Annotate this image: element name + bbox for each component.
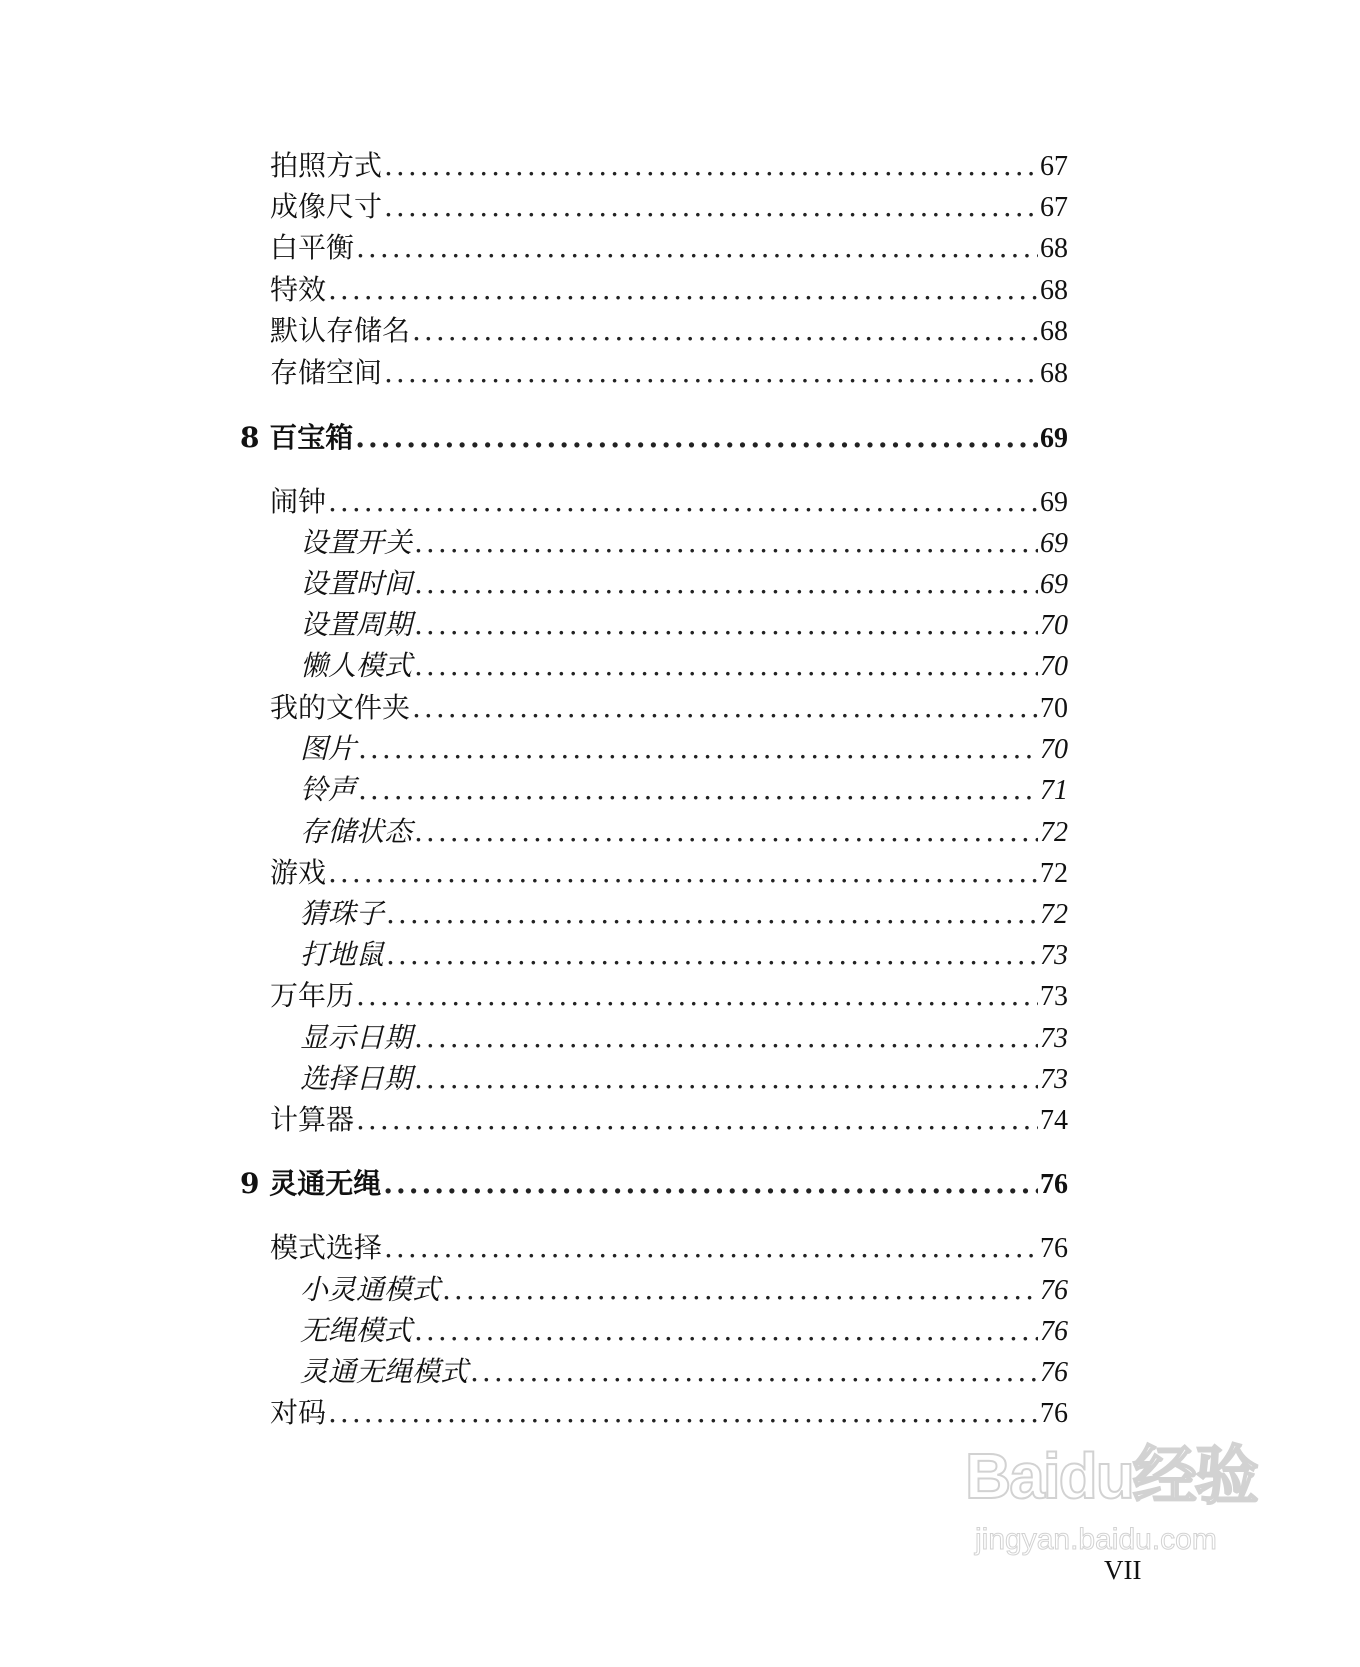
toc-entry[interactable] xyxy=(270,148,1068,188)
toc-subentry-page: 73 xyxy=(1040,1023,1068,1054)
toc-entry-page: 68 xyxy=(1040,358,1068,389)
dot-leader xyxy=(328,1395,1038,1431)
toc-entry-title: 特效 xyxy=(270,273,327,306)
toc-entry-title: 默认存储名 xyxy=(270,314,411,347)
toc-chapter-title: 9 灵通无绳 xyxy=(240,1167,382,1200)
toc-entry-title: 成像尺寸 xyxy=(270,190,383,223)
dot-leader xyxy=(414,1020,1038,1056)
toc-subentry[interactable] xyxy=(300,731,1068,771)
toc-subentry-title: 小灵通模式 xyxy=(300,1273,441,1306)
toc-entry[interactable] xyxy=(270,1230,1068,1270)
toc-subentry-page: 70 xyxy=(1040,610,1068,641)
toc-subentry-page: 70 xyxy=(1040,734,1068,765)
toc-entry[interactable] xyxy=(270,978,1068,1018)
page-number: VII xyxy=(1104,1555,1142,1585)
toc-subentry-title: 选择日期 xyxy=(300,1062,413,1095)
toc-subentry-title: 灵通无绳模式 xyxy=(300,1355,469,1388)
dot-leader xyxy=(442,1272,1038,1308)
toc-entry-title: 我的文件夹 xyxy=(270,691,411,724)
dot-leader xyxy=(355,420,1038,456)
toc-subentry[interactable] xyxy=(300,1020,1068,1060)
toc-entry[interactable] xyxy=(270,484,1068,524)
dot-leader xyxy=(414,566,1038,602)
toc-subentry-title: 懒人模式 xyxy=(300,649,413,682)
toc-subentry-page: 71 xyxy=(1040,775,1068,806)
toc-subentry[interactable] xyxy=(300,1354,1068,1394)
dot-leader xyxy=(328,484,1038,520)
toc-entry-page: 73 xyxy=(1040,981,1068,1012)
toc-subentry[interactable] xyxy=(300,937,1068,977)
toc-entry[interactable] xyxy=(270,1395,1068,1435)
toc-subentry-page: 70 xyxy=(1040,651,1068,682)
toc-subentry[interactable] xyxy=(300,1272,1068,1312)
toc-entry-title: 对码 xyxy=(270,1396,327,1429)
toc-subentry-title: 存储状态 xyxy=(300,815,413,848)
dot-leader xyxy=(358,772,1038,808)
toc-entry[interactable] xyxy=(270,855,1068,895)
toc-subentry-page: 69 xyxy=(1040,569,1068,600)
watermark-logo: Baidu经验 xyxy=(965,1440,1257,1512)
dot-leader xyxy=(414,814,1038,850)
dot-leader xyxy=(470,1354,1038,1390)
watermark-url: jingyan.baidu.com xyxy=(975,1523,1217,1556)
toc-entry[interactable] xyxy=(270,230,1068,270)
toc-entry-page: 74 xyxy=(1040,1105,1068,1136)
toc-chapter-title: 8 百宝箱 xyxy=(240,421,354,454)
toc-subentry[interactable] xyxy=(300,814,1068,854)
toc-subentry-page: 69 xyxy=(1040,528,1068,559)
toc-entry-page: 68 xyxy=(1040,233,1068,264)
toc-subentry[interactable] xyxy=(300,1313,1068,1353)
toc-entry-title: 闹钟 xyxy=(270,485,327,518)
toc-subentry[interactable] xyxy=(300,648,1068,688)
toc-entry-title: 存储空间 xyxy=(270,356,383,389)
toc-entry-page: 67 xyxy=(1040,151,1068,182)
toc-entry-page: 68 xyxy=(1040,316,1068,347)
dot-leader xyxy=(414,1061,1038,1097)
toc-entry[interactable] xyxy=(270,1102,1068,1142)
toc-subentry-page: 73 xyxy=(1040,940,1068,971)
dot-leader xyxy=(412,313,1038,349)
dot-leader xyxy=(384,355,1038,391)
dot-leader xyxy=(383,1166,1038,1202)
toc-subentry-title: 设置时间 xyxy=(300,567,413,600)
toc-chapter[interactable] xyxy=(240,1166,1068,1206)
dot-leader xyxy=(414,648,1038,684)
toc-subentry[interactable] xyxy=(300,1061,1068,1101)
dot-leader xyxy=(414,607,1038,643)
dot-leader xyxy=(384,148,1038,184)
toc-subentry-title: 图片 xyxy=(300,732,357,765)
dot-leader xyxy=(414,525,1038,561)
toc-subentry-title: 打地鼠 xyxy=(300,938,385,971)
toc-entry-page: 70 xyxy=(1040,693,1068,724)
toc-entry-title: 游戏 xyxy=(270,856,327,889)
toc-entry[interactable] xyxy=(270,313,1068,353)
dot-leader xyxy=(356,1102,1038,1138)
dot-leader xyxy=(356,978,1038,1014)
toc-subentry-title: 猜珠子 xyxy=(300,897,385,930)
dot-leader xyxy=(384,189,1038,225)
dot-leader xyxy=(356,230,1038,266)
toc-entry-page: 76 xyxy=(1040,1398,1068,1429)
toc-subentry[interactable] xyxy=(300,566,1068,606)
toc-entry-page: 72 xyxy=(1040,858,1068,889)
toc-subentry-page: 76 xyxy=(1040,1316,1068,1347)
toc-subentry-page: 76 xyxy=(1040,1275,1068,1306)
toc-entry-page: 67 xyxy=(1040,192,1068,223)
toc-chapter-page: 69 xyxy=(1040,423,1068,454)
baidu-jingyan-watermark xyxy=(965,1415,1295,1575)
toc-chapter[interactable] xyxy=(240,420,1068,460)
toc-entry[interactable] xyxy=(270,189,1068,229)
dot-leader xyxy=(412,690,1038,726)
toc-subentry-title: 铃声 xyxy=(300,773,357,806)
dot-leader xyxy=(386,896,1038,932)
dot-leader xyxy=(384,1230,1038,1266)
toc-subentry-page: 73 xyxy=(1040,1064,1068,1095)
toc-entry-page: 69 xyxy=(1040,487,1068,518)
toc-subentry-page: 76 xyxy=(1040,1357,1068,1388)
toc-subentry[interactable] xyxy=(300,896,1068,936)
toc-subentry-page: 72 xyxy=(1040,817,1068,848)
toc-subentry-title: 设置周期 xyxy=(300,608,413,641)
toc-subentry[interactable] xyxy=(300,772,1068,812)
dot-leader xyxy=(328,272,1038,308)
toc-entry-title: 白平衡 xyxy=(270,231,355,264)
toc-entry-page: 68 xyxy=(1040,275,1068,306)
toc-subentry-title: 设置开关 xyxy=(300,526,413,559)
toc-entry[interactable] xyxy=(270,690,1068,730)
toc-entry[interactable] xyxy=(270,272,1068,312)
toc-entry-title: 计算器 xyxy=(270,1103,355,1136)
toc-entry[interactable] xyxy=(270,355,1068,395)
toc-entry-title: 模式选择 xyxy=(270,1231,383,1264)
toc-subentry[interactable] xyxy=(300,525,1068,565)
toc-subentry[interactable] xyxy=(300,607,1068,647)
dot-leader xyxy=(358,731,1038,767)
dot-leader xyxy=(328,855,1038,891)
toc-entry-page: 76 xyxy=(1040,1233,1068,1264)
dot-leader xyxy=(414,1313,1038,1349)
toc-subentry-page: 72 xyxy=(1040,899,1068,930)
dot-leader xyxy=(386,937,1038,973)
toc-subentry-title: 显示日期 xyxy=(300,1021,413,1054)
toc-subentry-title: 无绳模式 xyxy=(300,1314,413,1347)
toc-entry-title: 万年历 xyxy=(270,979,355,1012)
toc-chapter-page: 76 xyxy=(1040,1169,1068,1200)
toc-entry-title: 拍照方式 xyxy=(270,149,383,182)
